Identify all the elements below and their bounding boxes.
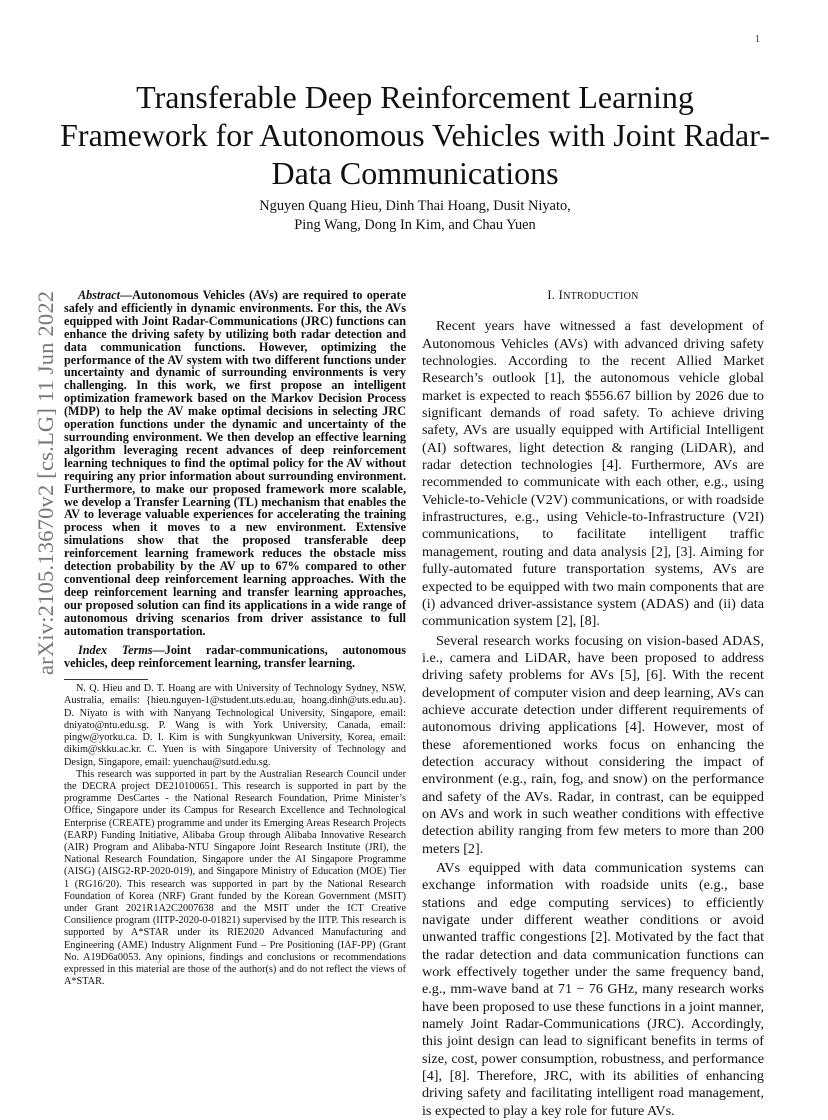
page-number: 1 [755,34,760,45]
footnotes [64,683,406,988]
author-list [100,197,730,235]
author-line-1: Nguyen Quang Hieu, Dinh Thai Hoang, Dusit Niyato, [259,198,571,214]
right-column [422,287,764,1120]
paper-title: Transferable Deep Reinforcement Learning Framework for Autonomous Vehicles with Joint Radar-Data Communications [60,79,770,191]
author-line-2: Ping Wang, Dong In Kim, and Chau Yuen [294,217,536,233]
intro-paragraph-1: Recent years have witnessed a fast development of Autonomous Vehicles (AVs) with advanced driving safety technologies. According to the recent Allied Market Research’s outlook [1], the autonomous vehicle global market is expected to reach $556.67 billion by 2026 due to significant demands of road safety. To achieve driving safety, AVs are usually equipped with Artificial Intelligent (AI) softwares, light detection & ranging (LiDAR), and radar detection technologies [4]. Furthermore, AVs are recommended to communicate with each other, e.g., using Vehicle-to-Vehicle (V2V) communications, or with roadside infrastructures, e.g., using Vehicle-to-Infrastructure (V2I) communications, to facilitate intelligent traffic management, routing and data analysis [2], [3]. Aiming for fully-automated future transportation systems, AVs are expected to be equipped with two main components that are (i) advanced driver-assistance system (ADAS) and (ii) data communication system [2], [8]. [422,318,764,630]
footnote-affiliations: N. Q. Hieu and D. T. Hoang are with University of Technology Sydney, NSW, Australia, emails: {hieu.nguyen-1@student.uts.edu.au, hoang.dinh@uts.edu.au}. D. Niyato is with with Nanyang Technological University, Singapore, email: dniyato@ntu.edu.sg. P. Wang is with York University, Canada, email: pingw@yorku.ca. D. I. Kim is with Sungkyunkwan University, Korea, email: dikim@skku.ac.kr. C. Yuen is with Singapore University of Technology and Design, Singapore, email: yuenchau@sutd.edu.sg. [64,683,406,768]
footnote-rule [64,679,148,680]
section-heading-introduction: I. INTRODUCTION [547,288,639,302]
left-column [64,289,406,988]
intro-paragraph-2: Several research works focusing on vision-based ADAS, i.e., camera and LiDAR, have been proposed to address driving safety problems for AVs [5], [6]. With the recent development of computer vision and deep learning, AVs can achieve accurate detection under different requirements of autonomous driving applications [4]. However, most of these aforementioned works focus on enhancing the detection accuracy without considering the impact of environment (e.g., rain, fog, and snow) on the performance and safety of the AVs. Radar, in contrast, can be equipped on AVs and work in such weather conditions with effective detection ability ranging from few meters to more than 200 meters [2]. [422,632,764,857]
intro-paragraph-3: AVs equipped with data communication systems can exchange information with roadside units (e.g., base stations and edge computing services) to efficiently navigate under different weather conditions or avoid unwanted traffic congestions [2]. Motivated by the fact that the radar detection and data communication functions can work effectively together under the same frequency band, e.g., mm-wave band at 71 − 76 GHz, many research works have been proposed to use these functions in a joint manner, namely Joint Radar-Communications (JRC). Accordingly, this joint design can lead to significant benefits in terms of size, cost, power consumption, robustness, and performance [4], [8]. Therefore, JRC, with its abilities of enhancing driving safety and facilitating intelligent road management, is expected to play a key role for future AVs. [422,860,764,1119]
index-terms-text: —Joint radar-communications, autonomous vehicles, deep reinforcement learning, transfer learning. [64,643,406,671]
arxiv-identifier-stamp: arXiv:2105.13670v2 [cs.LG] 11 Jun 2022 [33,290,58,675]
abstract [64,289,406,637]
abstract-label: Abstract [78,288,120,302]
index-terms-label: Index Terms [78,643,153,658]
abstract-text: —Autonomous Vehicles (AVs) are required to operate safely and efficiently in dynamic environments. For this, the AVs equipped with Joint Radar-Communications (JRC) functions can enhance the driving safety by utilizing both radar detection and data communication functions. However, optimizing the performance of the AV system with two different functions under uncertainty and dynamic of surrounding environments is very challenging. In this work, we first propose an intelligent optimization framework based on the Markov Decision Process (MDP) to help the AV make optimal decisions in selecting JRC operation functions under the dynamic and uncertainty of the surrounding environment. We then develop an effective learning algorithm leveraging recent advances of deep reinforcement learning techniques to find the optimal policy for the AV without requiring any prior information about surrounding environment. Furthermore, to make our proposed framework more scalable, we develop a Transfer Learning (TL) mechanism that enables the AV to leverage valuable experiences for accelerating the training process when it moves to a new environment. Extensive simulations show that the proposed transferable deep reinforcement learning framework reduces the obstacle miss detection probability by the AV up to 67% compared to other conventional deep reinforcement learning approaches. With the deep reinforcement learning and transfer learning approaches, our proposed solution can find its applications in a wide range of autonomous driving scenarios from driver assistance to full automation transportation. [64,288,406,638]
index-terms [64,644,406,670]
footnote-funding: This research was supported in part by the Australian Research Council under the DECRA project DE210100651. This research is supported in part by the programme DesCartes - the National Research Foundation, Prime Minister’s Office, Singapore under its Campus for Research Excellence and Technological Enterprise (CREATE) programme and under its Emerging Areas Research Projects (EARP) Funding Initiative, Alibaba Group through Alibaba Innovative Research (AIR) Program and Alibaba-NTU Singapore Joint Research Institute (JRI), the National Research Foundation, Singapore under the AI Singapore Programme (AISG) (AISG2-RP-2020-019), and Singapore Ministry of Education (MOE) Tier 1 (RG16/20). This research was supported in part by the National Research Foundation of Korea (NRF) Grant funded by the Korean Government (MSIT) under Grant 2021R1A2C2007638 and the MSIT under the ICT Creative Consilience program (IITP-2020-0-01821) supervised by the IITP. This research is supported by A*STAR under its RIE2020 Advanced Manufacturing and Engineering (AME) Industry Alignment Fund – Pre Positioning (IAF-PP) (Grant No. A19D6a0053. Any opinions, findings and conclusions or recommendations expressed in this material are those of the author(s) and do not reflect the views of A*STAR. [64,768,406,988]
